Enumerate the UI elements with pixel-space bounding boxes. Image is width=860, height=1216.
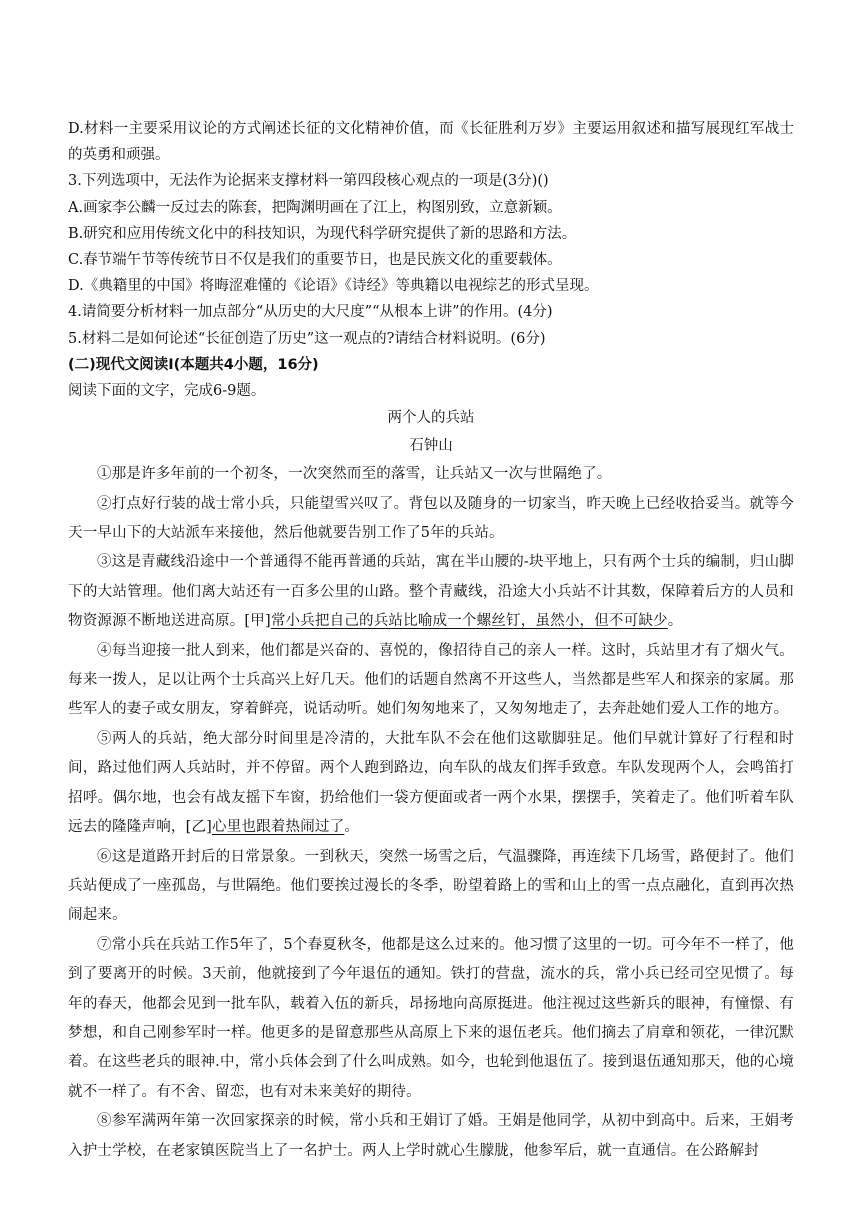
underlined-sentence-jia: 常小兵把自己的兵站比喻成一个螺丝钉，虽然小，但不可缺少 xyxy=(270,613,668,630)
article-author: 石钟山 xyxy=(409,438,453,455)
question-2-option-d: D.材料一主要采用议论的方式阐述长征的文化精神价值，而《长征胜利万岁》主要运用叙述和描写展现红军战士的英勇和顽强。 xyxy=(68,121,794,164)
underlined-sentence-yi: 心里也跟着热闹过了 xyxy=(212,819,345,836)
question-3-option-a: A.画家李公麟一反过去的陈套，把陶渊明画在了江上，构图别致，立意新颖。 xyxy=(68,199,562,216)
paragraph-5-text: ⑤两人的兵站，绝大部分时间里是冷清的，大批车队不会在他们这歇脚驻足。他们早就计算好了行程和时间，路过他们两人兵站时，并不停留。两个人跑到路边，向车队的战友们挥手致意。车队发现两个人，会鸣笛打招呼。偶尔地，也会有战友摇下车窗，扔给他们一袋方便面或者一两个水果，摆摆手，笑着走了。他们听着车队远去的隆隆声响，[乙] xyxy=(68,730,794,836)
article-paragraph-5 xyxy=(68,725,794,843)
question-3-option-c: C.春节端午节等传统节日不仅是我们的重要节日，也是民族文化的重要载体。 xyxy=(68,252,562,269)
article-title: 两个人的兵站 xyxy=(387,410,475,427)
document-page xyxy=(68,116,794,1166)
article-paragraph-1: ①那是许多年前的一个初冬，一次突然而至的落雪，让兵站又一次与世隔绝了。 xyxy=(97,466,612,483)
section-heading: (二)现代文阅读Ⅰ(本题共4小题，16分) xyxy=(68,356,319,373)
article-paragraph-3 xyxy=(68,548,794,636)
paragraph-3-text: ③这是青藏线沿途中一个普通得不能再普通的兵站，寓在半山腰的-块平地上，只有两个士兵的编制，归山脚下的大站管理。他们离大站还有一百多公里的山路。整个青藏线，沿途大小兵站不计其数，保障着后方的人员和物资源源不断地送进高原。[甲] xyxy=(68,554,794,630)
question-3-option-d: D.《典籍里的中国》将晦涩难懂的《论语》《诗经》等典籍以电视综艺的形式呈现。 xyxy=(68,278,599,295)
paragraph-5-end: 。 xyxy=(344,819,360,836)
question-5: 5.材料二是如何论述“长征创造了历史”这一观点的?请结合材料说明。(6分) xyxy=(68,330,546,347)
article-paragraph-8: ⑧参军满两年第一次回家探亲的时候，常小兵和王娟订了婚。王娟是他同学，从初中到高中。后来，王娟考入护士学校，在老家镇医院当上了一名护士。两人上学时就心生朦胧，他参军后，就一直通信。在公路解封 xyxy=(68,1113,794,1159)
article-paragraph-2: ②打点好行装的战士常小兵，只能望雪兴叹了。背包以及随身的一切家当，昨天晚上已经收拾妥当。就等今天一早山下的大站派车来接他，然后他就要告别工作了5年的兵站。 xyxy=(68,495,794,542)
paragraph-3-end: 。 xyxy=(667,613,683,630)
question-3: 3.下列选项中，无法作为论据来支撑材料一第四段核心观点的一项是(3分)() xyxy=(68,173,549,190)
question-3-option-b: B.研究和应用传统文化中的科技知识，为现代科学研究提供了新的思路和方法。 xyxy=(68,225,577,242)
question-4: 4.请简要分析材料一加点部分“从历史的大尺度”“从根本上讲”的作用。(4分) xyxy=(68,304,553,321)
article-paragraph-6: ⑥这是道路开封后的日常景象。一到秋天，突然一场雪之后，气温骤降，再连续下几场雪，路便封了。他们兵站便成了一座孤岛，与世隔绝。他们要挨过漫长的冬季，盼望着路上的雪和山上的雪一点点融化，直到再次热闹起来。 xyxy=(68,848,794,924)
article-paragraph-4: ④每当迎接一批人到来，他们都是兴奋的、喜悦的，像招待自己的亲人一样。这时，兵站里才有了烟火气。每来一拨人，足以让两个士兵高兴上好几天。他们的话题自然离不开这些人，当然都是些军人和探亲的家属。那些军人的妻子或女朋友，穿着鲜亮，说话动听。她们匆匆地来了，又匆匆地走了，去奔赴她们爱人工作的地方。 xyxy=(68,642,794,718)
article-paragraph-7: ⑦常小兵在兵站工作5年了，5个春夏秋冬，他都是这么过来的。他习惯了这里的一切。可今年不一样了，他到了要离开的时候。3天前，他就接到了今年退伍的通知。铁打的营盘，流水的兵，常小兵已经司空见惯了。每年的春天，他都会见到一批车队，载着入伍的新兵，昂扬地向高原挺进。他注视过这些新兵的眼神，有憧憬、有梦想，和自己刚参军时一样。他更多的是留意那些从高原上下来的退伍老兵。他们摘去了肩章和领花，一律沉默着。在这些老兵的眼神.中，常小兵体会到了什么叫成熟。如今，也轮到他退伍了。接到退伍通知那天，他的心境就不一样了。有不舍、留恋，也有对未来美好的期待。 xyxy=(68,936,794,1100)
section-instruction: 阅读下面的文字，完成6-9题。 xyxy=(68,383,266,400)
